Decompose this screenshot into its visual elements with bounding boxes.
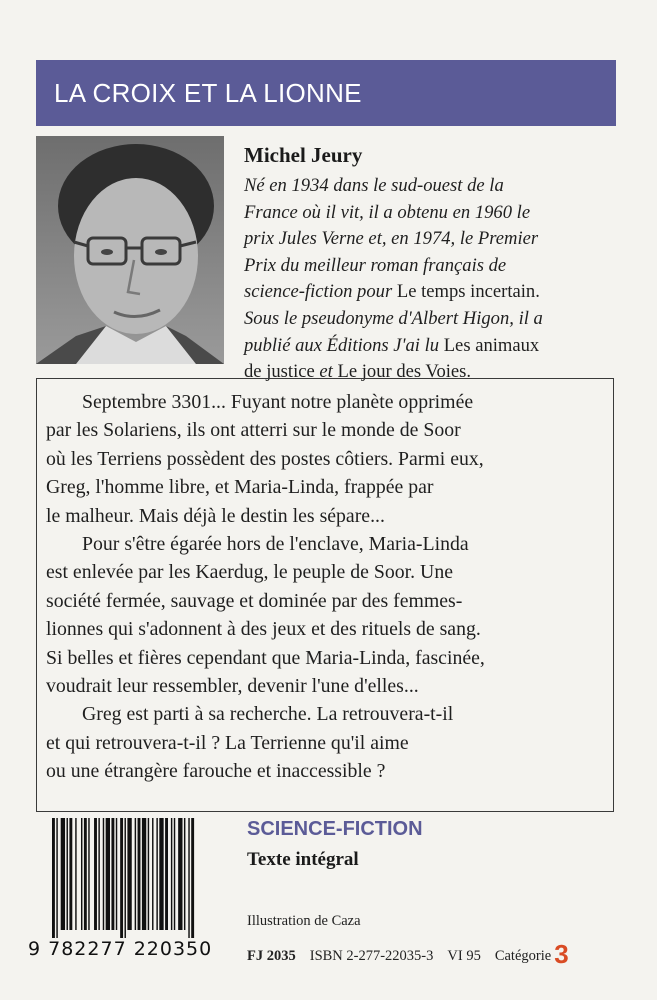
illustration-credit: Illustration de Caza	[247, 913, 361, 929]
barcode-bar	[156, 818, 157, 930]
barcode-bar	[171, 818, 172, 930]
summary-line: Septembre 3301... Fuyant notre planète opprimée	[82, 391, 474, 413]
barcode	[50, 818, 228, 938]
bio-segment: Les animaux	[443, 334, 540, 356]
barcode-bar	[106, 818, 110, 930]
barcode-bar	[165, 818, 168, 930]
barcode-bar	[84, 818, 87, 930]
bio-segment: prix Jules Verne et, en 1974, le Premier	[244, 228, 539, 250]
barcode-bar	[127, 818, 131, 930]
bio-segment: publié aux Éditions J'ai lu	[244, 334, 444, 356]
summary-line: Greg, l'homme libre, et Maria-Linda, frappée par	[46, 476, 434, 499]
barcode-bar	[52, 818, 55, 938]
summary-line: où les Terriens possèdent des postes côtiers. Parmi eux,	[46, 447, 484, 470]
barcode-bar	[152, 818, 153, 930]
barcode-bar	[191, 818, 194, 938]
category-number: 3	[554, 939, 569, 969]
summary-line: le malheur. Mais déjà le destin les sépare...	[46, 504, 385, 527]
barcode-bar	[148, 818, 149, 930]
catalog-code: FJ 2035	[247, 948, 296, 964]
edition-label: Texte intégral	[247, 849, 359, 870]
author-photo	[36, 136, 224, 364]
bio-line	[244, 279, 624, 306]
barcode-bar	[103, 818, 104, 930]
bio-line	[244, 253, 624, 280]
summary-line: est enlevée par les Kaerdug, le peuple de Soor. Une	[46, 561, 454, 584]
barcode-bar	[98, 818, 99, 930]
barcode-bar	[111, 818, 114, 930]
barcode-bar	[94, 818, 97, 930]
summary-line: Pour s'être égarée hors de l'enclave, Maria-Linda	[82, 533, 469, 556]
bio-segment: Le temps incertain.	[396, 281, 540, 303]
summary-line: lionnes qui s'adonnent à des jeux et des rituels de sang.	[46, 618, 481, 641]
barcode-bar	[135, 818, 136, 930]
barcode-bar	[75, 818, 76, 930]
barcode-bar	[88, 818, 89, 930]
barcode-bar	[142, 818, 146, 930]
isbn: ISBN 2-277-22035-3	[309, 948, 434, 964]
book-title: LA CROIX ET LA LIONNE	[54, 77, 362, 108]
author-bio	[244, 173, 624, 386]
bio-segment: de justice	[244, 361, 320, 383]
barcode-bar	[120, 818, 123, 938]
barcode-bar	[159, 818, 163, 930]
barcode-bar	[138, 818, 141, 930]
bio-line	[244, 200, 624, 227]
bio-line	[244, 173, 624, 200]
bio-line	[244, 333, 624, 360]
summary-line: et qui retrouvera-t-il ? La Terrienne qu'il aime	[46, 731, 409, 754]
summary-line: Greg est parti à sa recherche. La retrouvera-t-il	[82, 703, 454, 726]
barcode-bar	[67, 818, 68, 930]
summary-line: par les Solariens, ils ont atterri sur le monde de Soor	[46, 419, 461, 442]
barcode-bar	[184, 818, 185, 930]
summary-line: Si belles et fières cependant que Maria-Linda, fascinée,	[46, 646, 485, 669]
title-banner	[36, 60, 616, 126]
bio-segment: Né en 1934 dans le sud-ouest de la	[244, 175, 504, 196]
barcode-bar	[188, 818, 189, 938]
bio-segment: Le jour des Voies.	[337, 361, 472, 383]
barcode-digits: 9 782277 220350	[28, 938, 213, 960]
bio-line	[244, 306, 624, 333]
bio-segment: et	[319, 361, 338, 383]
barcode-bar	[178, 818, 182, 930]
barcode-bar	[81, 818, 82, 930]
barcode-bar	[69, 818, 72, 930]
bio-segment: Sous le pseudonyme d'Albert Higon, il a	[244, 307, 543, 329]
summary-line: ou une étrangère farouche et inaccessible ?	[46, 760, 386, 783]
summary-line: société fermée, sauvage et dominée par des femmes-	[46, 589, 463, 612]
barcode-bar	[125, 818, 126, 938]
summary-line: voudrait leur ressembler, devenir l'une d'elles...	[46, 675, 419, 698]
barcode-bar	[56, 818, 57, 938]
barcode-bar	[116, 818, 117, 930]
book-summary	[46, 388, 620, 786]
bio-segment: Prix du meilleur roman français de	[244, 254, 507, 276]
author-name: Michel Jeury	[244, 143, 363, 167]
barcode-bar	[61, 818, 65, 930]
print-date: VI 95	[447, 948, 481, 964]
collection-name: SCIENCE-FICTION	[247, 818, 423, 840]
publication-info	[247, 939, 627, 970]
bio-line	[244, 226, 624, 253]
category-label: Catégorie	[494, 948, 552, 964]
bio-segment: France où il vit, il a obtenu en 1960 le	[244, 201, 531, 223]
barcode-bar	[174, 818, 175, 930]
bio-segment: science-fiction pour	[244, 281, 397, 303]
